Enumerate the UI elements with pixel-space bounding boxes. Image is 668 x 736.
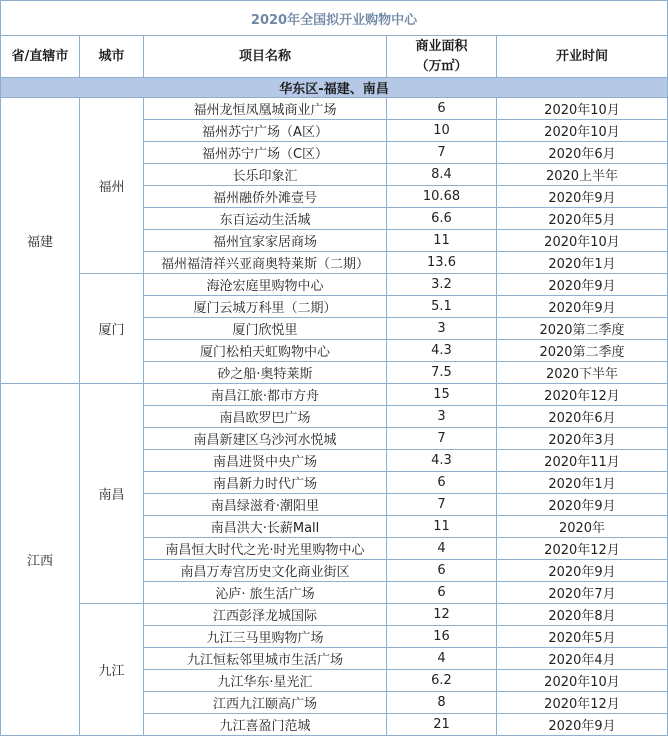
project-name-cell: 福州融侨外滩壹号 — [144, 186, 387, 208]
opening-time-cell: 2020第二季度 — [497, 340, 668, 362]
table-title: 2020年全国拟开业购物中心 — [1, 1, 668, 36]
opening-time-cell: 2020年8月 — [497, 604, 668, 626]
area-cell: 11 — [387, 516, 497, 538]
table-row — [1, 274, 668, 296]
area-cell: 15 — [387, 384, 497, 406]
area-cell: 7.5 — [387, 362, 497, 384]
area-cell: 11 — [387, 230, 497, 252]
area-cell: 7 — [387, 428, 497, 450]
header-area-line1: 商业面积 — [415, 38, 468, 54]
region-row — [1, 78, 668, 98]
area-cell: 10.68 — [387, 186, 497, 208]
project-name-cell: 东百运动生活城 — [144, 208, 387, 230]
project-name-cell: 福州宜家家居商场 — [144, 230, 387, 252]
area-cell: 6 — [387, 98, 497, 120]
project-name-cell: 海沧宏庭里购物中心 — [144, 274, 387, 296]
area-cell: 8.4 — [387, 164, 497, 186]
opening-time-cell: 2020年10月 — [497, 98, 668, 120]
province-cell: 江西 — [1, 384, 80, 736]
area-cell: 3.2 — [387, 274, 497, 296]
project-name-cell: 福州苏宁广场（C区） — [144, 142, 387, 164]
area-cell: 6 — [387, 560, 497, 582]
project-name-cell: 南昌新建区乌沙河水悦城 — [144, 428, 387, 450]
area-cell: 16 — [387, 626, 497, 648]
opening-time-cell: 2020年12月 — [497, 538, 668, 560]
area-cell: 4 — [387, 538, 497, 560]
area-cell: 5.1 — [387, 296, 497, 318]
table-row — [1, 98, 668, 120]
header-row — [1, 36, 668, 78]
opening-time-cell: 2020上半年 — [497, 164, 668, 186]
area-cell: 7 — [387, 142, 497, 164]
opening-time-cell: 2020年6月 — [497, 142, 668, 164]
opening-time-cell: 2020年10月 — [497, 230, 668, 252]
opening-time-cell: 2020年 — [497, 516, 668, 538]
project-name-cell: 厦门云城万科里（二期） — [144, 296, 387, 318]
opening-time-cell: 2020第二季度 — [497, 318, 668, 340]
opening-time-cell: 2020年9月 — [497, 274, 668, 296]
project-name-cell: 南昌欧罗巴广场 — [144, 406, 387, 428]
area-cell: 21 — [387, 714, 497, 736]
opening-time-cell: 2020年10月 — [497, 670, 668, 692]
project-name-cell: 九江恒耘邻里城市生活广场 — [144, 648, 387, 670]
opening-time-cell: 2020年9月 — [497, 296, 668, 318]
opening-time-cell: 2020年10月 — [497, 120, 668, 142]
area-cell: 4 — [387, 648, 497, 670]
opening-time-cell: 2020年1月 — [497, 252, 668, 274]
opening-time-cell: 2020年11月 — [497, 450, 668, 472]
header-project: 项目名称 — [144, 36, 387, 78]
opening-time-cell: 2020年7月 — [497, 582, 668, 604]
table-row — [1, 604, 668, 626]
opening-time-cell: 2020年6月 — [497, 406, 668, 428]
project-name-cell: 长乐印象汇 — [144, 164, 387, 186]
project-name-cell: 南昌江旅·都市方舟 — [144, 384, 387, 406]
area-cell: 8 — [387, 692, 497, 714]
project-name-cell: 福州福清祥兴亚商奥特莱斯（二期） — [144, 252, 387, 274]
opening-time-cell: 2020年5月 — [497, 208, 668, 230]
opening-time-cell: 2020年9月 — [497, 560, 668, 582]
area-cell: 3 — [387, 318, 497, 340]
opening-time-cell: 2020年9月 — [497, 714, 668, 736]
area-cell: 13.6 — [387, 252, 497, 274]
title-row — [1, 1, 668, 36]
project-name-cell: 九江喜盈门范城 — [144, 714, 387, 736]
city-cell: 厦门 — [80, 274, 144, 384]
table-row — [1, 384, 668, 406]
area-cell: 6.2 — [387, 670, 497, 692]
header-province: 省/直辖市 — [1, 36, 80, 78]
project-name-cell: 厦门松柏天虹购物中心 — [144, 340, 387, 362]
area-cell: 4.3 — [387, 340, 497, 362]
city-cell: 南昌 — [80, 384, 144, 604]
project-name-cell: 南昌恒大时代之光·时光里购物中心 — [144, 538, 387, 560]
opening-time-cell: 2020年12月 — [497, 692, 668, 714]
opening-time-cell: 2020年9月 — [497, 186, 668, 208]
project-name-cell: 南昌进贤中央广场 — [144, 450, 387, 472]
project-name-cell: 砂之船·奥特莱斯 — [144, 362, 387, 384]
project-name-cell: 江西彭泽龙城国际 — [144, 604, 387, 626]
header-opening: 开业时间 — [497, 36, 668, 78]
area-cell: 10 — [387, 120, 497, 142]
area-cell: 7 — [387, 494, 497, 516]
area-cell: 4.3 — [387, 450, 497, 472]
project-name-cell: 福州龙恒凤凰城商业广场 — [144, 98, 387, 120]
opening-time-cell: 2020年4月 — [497, 648, 668, 670]
project-name-cell: 南昌绿滋肴·潮阳里 — [144, 494, 387, 516]
opening-time-cell: 2020年1月 — [497, 472, 668, 494]
area-cell: 12 — [387, 604, 497, 626]
project-name-cell: 南昌洪大·长薪Mall — [144, 516, 387, 538]
header-area — [387, 36, 497, 78]
project-name-cell: 江西九江颐高广场 — [144, 692, 387, 714]
city-cell: 九江 — [80, 604, 144, 736]
area-cell: 6.6 — [387, 208, 497, 230]
project-name-cell: 沁庐· 旅生活广场 — [144, 582, 387, 604]
header-city: 城市 — [80, 36, 144, 78]
opening-time-cell: 2020年3月 — [497, 428, 668, 450]
opening-time-cell: 2020年12月 — [497, 384, 668, 406]
area-cell: 6 — [387, 582, 497, 604]
project-name-cell: 福州苏宁广场（A区） — [144, 120, 387, 142]
project-name-cell: 九江三马里购物广场 — [144, 626, 387, 648]
opening-time-cell: 2020年5月 — [497, 626, 668, 648]
project-name-cell: 厦门欣悦里 — [144, 318, 387, 340]
project-name-cell: 九江华东·星光汇 — [144, 670, 387, 692]
province-cell: 福建 — [1, 98, 80, 384]
opening-time-cell: 2020下半年 — [497, 362, 668, 384]
region-label: 华东区-福建、南昌 — [1, 78, 668, 98]
header-area-line2: （万㎡） — [415, 58, 468, 74]
opening-time-cell: 2020年9月 — [497, 494, 668, 516]
city-cell: 福州 — [80, 98, 144, 274]
project-name-cell: 南昌万寿宫历史文化商业街区 — [144, 560, 387, 582]
area-cell: 6 — [387, 472, 497, 494]
area-cell: 3 — [387, 406, 497, 428]
project-name-cell: 南昌新力时代广场 — [144, 472, 387, 494]
